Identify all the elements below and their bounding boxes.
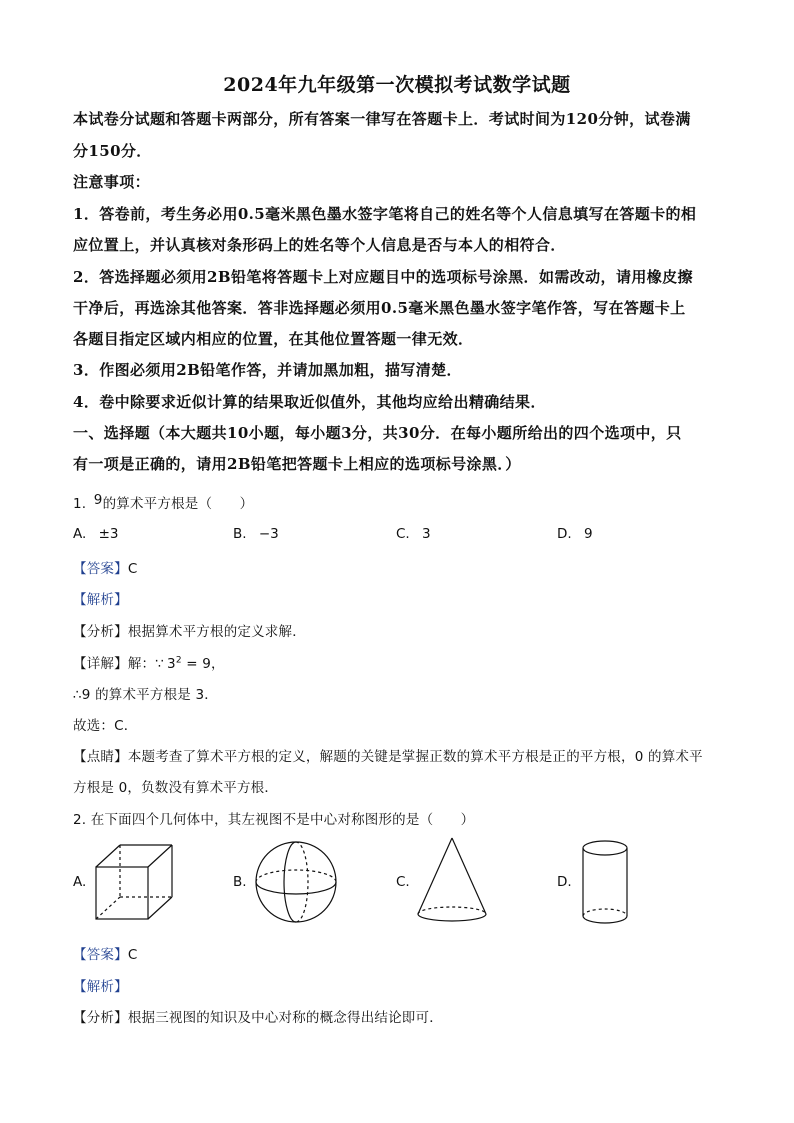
q1-option-a xyxy=(73,526,119,542)
answer-tag: 【答案】 xyxy=(73,947,128,963)
intro-line-2: 分150分． xyxy=(73,142,152,160)
q2-option-c-letter: C. xyxy=(396,874,410,890)
q2-answer xyxy=(73,943,137,963)
xiangjie-pre: 解：∵ xyxy=(127,656,165,672)
notice-line: 1．答卷前，考生务必用0.5毫米黑色墨水签字笔将自己的姓名等个人信息填写在答题卡的相 xyxy=(73,205,697,223)
fenxi-text: 根据算术平方根的定义求解． xyxy=(127,624,306,640)
cone-icon xyxy=(414,834,490,926)
q1-option-b xyxy=(233,526,279,542)
q2-option-a-letter: A. xyxy=(73,874,87,890)
q1-option-d xyxy=(557,526,593,542)
q1-stem-text: 的算术平方根是（ ） xyxy=(102,496,254,512)
option-letter: A. xyxy=(73,526,87,542)
page-title: 2024年九年级第一次模拟考试数学试题 xyxy=(223,74,571,96)
q1-dianjing xyxy=(73,745,703,765)
q1-dianjing-cont: 方根是 0，负数没有算术平方根． xyxy=(73,780,279,796)
q1-analysis-tag: 【解析】 xyxy=(73,592,128,608)
q1-option-c xyxy=(396,526,431,542)
option-text: ±3 xyxy=(98,526,119,542)
xiangjie-exponent: 2 xyxy=(175,655,182,666)
option-letter: B. xyxy=(233,526,247,542)
option-letter: C. xyxy=(396,526,410,542)
xiangjie-base: 3 xyxy=(167,656,176,672)
q2-stem: 2. 在下面四个几何体中，其左视图不是中心对称图形的是（ ） xyxy=(73,812,475,828)
dianjing-tag: 【点睛】 xyxy=(73,749,128,765)
q2-fenxi xyxy=(73,1006,443,1026)
answer-value: C xyxy=(127,947,138,963)
option-letter: D. xyxy=(557,526,572,542)
option-text: 3 xyxy=(422,526,431,542)
notice-line: 3．作图必须用2B铅笔作答，并请加黑加粗，描写清楚． xyxy=(73,361,462,379)
section-heading-line-2: 有一项是正确的，请用2B铅笔把答题卡上相应的选项标号涂黑．） xyxy=(73,455,521,473)
sphere-icon xyxy=(252,838,340,926)
fenxi-text: 根据三视图的知识及中心对称的概念得出结论即可． xyxy=(127,1010,443,1026)
intro-line-1: 本试卷分试题和答题卡两部分，所有答案一律写在答题卡上．考试时间为120分钟，试卷满 xyxy=(73,110,691,128)
fenxi-tag: 【分析】 xyxy=(73,624,128,640)
fenxi-tag: 【分析】 xyxy=(73,1010,128,1026)
q1-fenxi xyxy=(73,620,306,640)
q1-choose: 故选：C． xyxy=(73,718,138,734)
xiangjie-tag: 【详解】 xyxy=(73,656,128,672)
notice-line: 2．答选择题必须用2B铅笔将答题卡上对应题目中的选项标号涂黑．如需改动，请用橡皮擦 xyxy=(73,268,693,286)
notice-line: 应位置上，并认真核对条形码上的姓名等个人信息是否与本人的相符合． xyxy=(73,236,566,254)
dianjing-text: 本题考查了算术平方根的定义，解题的关键是掌握正数的算术平方根是正的平方根，0 的算术平 xyxy=(127,749,703,765)
q1-therefore: ∴9 的算术平方根是 3． xyxy=(73,687,218,703)
cube-icon xyxy=(90,840,180,925)
notice-line: 4．卷中除要求近似计算的结果取近似值外，其他均应给出精确结果． xyxy=(73,393,546,411)
answer-value: C xyxy=(127,561,138,577)
q1-xiangjie xyxy=(73,652,225,672)
q2-option-d-letter: D. xyxy=(557,874,572,890)
notice-heading: 注意事项： xyxy=(73,173,151,191)
option-text: 9 xyxy=(583,526,593,542)
q1-number: 1. xyxy=(73,496,87,512)
q2-analysis-tag: 【解析】 xyxy=(73,979,128,995)
section-heading-line-1: 一、选择题（本大题共10小题，每小题3分，共30分．在每小题所给出的四个选项中，只 xyxy=(73,424,682,442)
q1-answer xyxy=(73,557,137,577)
answer-tag: 【答案】 xyxy=(73,561,128,577)
cylinder-icon xyxy=(579,838,631,928)
notice-line: 干净后，再选涂其他答案．答非选择题必须用0.5毫米黑色墨水签字笔作答，写在答题卡上 xyxy=(73,299,686,317)
q2-option-b-letter: B. xyxy=(233,874,247,890)
q1-radicand: 9 xyxy=(93,492,103,508)
notice-line: 各题目指定区域内相应的位置，在其他位置答题一律无效． xyxy=(73,330,474,348)
xiangjie-post: = 9， xyxy=(181,656,225,672)
option-text: −3 xyxy=(258,526,279,542)
q1-stem xyxy=(73,492,253,512)
